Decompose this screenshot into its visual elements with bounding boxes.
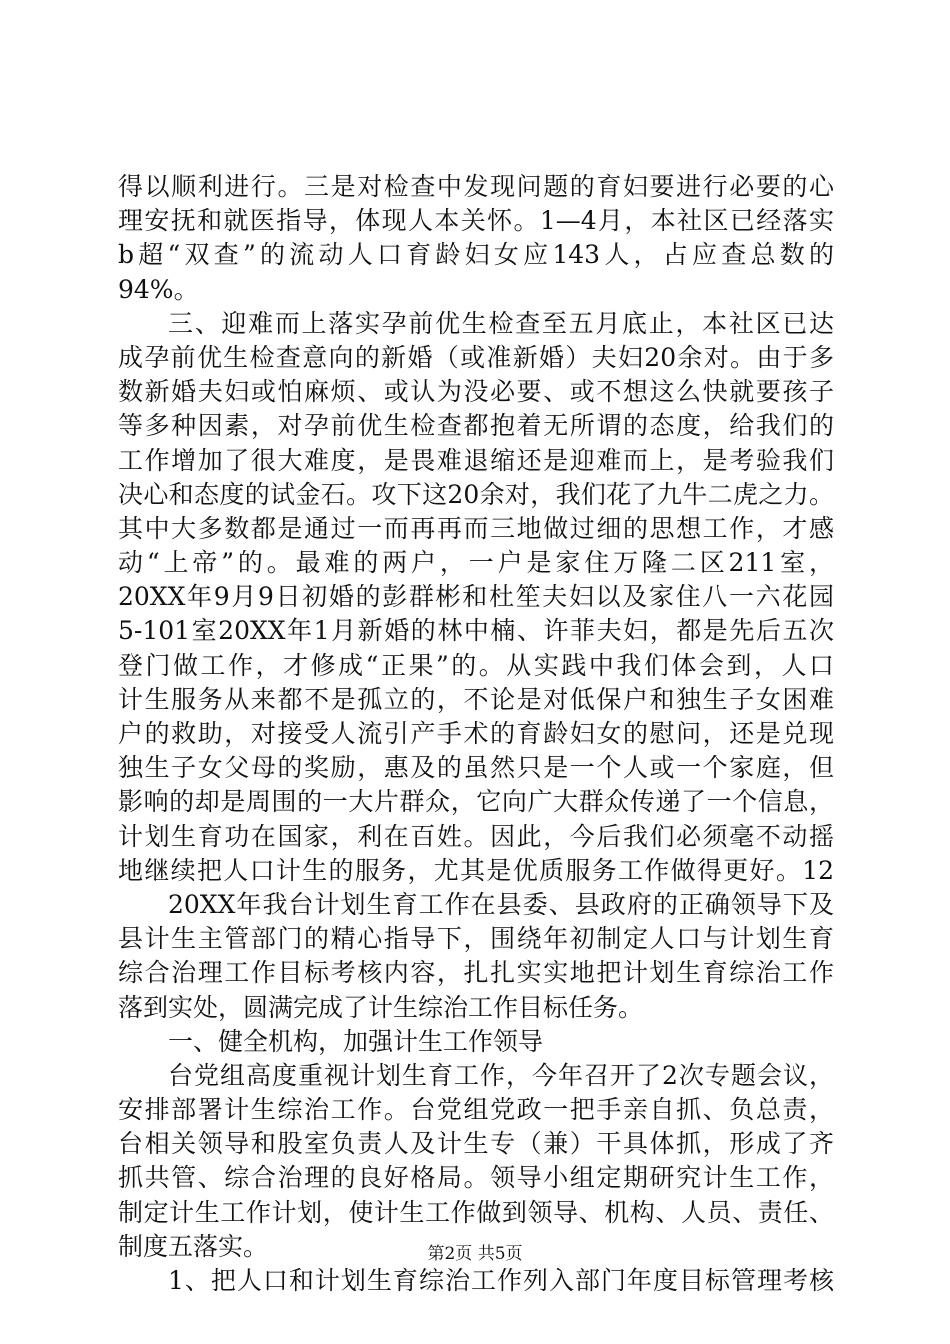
text-line: 县计生主管部门的精心指导下，围绕年初制定人口与计划生育 xyxy=(118,924,834,954)
text-line: 制度五落实。 xyxy=(118,1231,269,1261)
text-line: 制定计生工作计划，使计生工作做到领导、机构、人员、责任、 xyxy=(118,1197,834,1227)
page-footer: 第2页 共5页 xyxy=(427,1244,523,1264)
text-line: 台党组高度重视计划生育工作，今年召开了2次专题会议， xyxy=(168,1060,834,1090)
document-body xyxy=(118,170,834,1298)
text-line: 20XX年我台计划生育工作在县委、县政府的正确领导下及 xyxy=(168,889,834,919)
text-line: 抓共管、综合治理的良好格局。领导小组定期研究计生工作， xyxy=(118,1163,834,1193)
text-line: 20XX年9月9日初婚的彭群彬和杜笙夫妇以及家住八一六花园 xyxy=(118,582,834,612)
text-line: 其中大多数都是通过一而再再而三地做过细的思想工作，才感 xyxy=(118,513,834,543)
text-line: 决心和态度的试金石。攻下这20余对，我们花了九牛二虎之力。 xyxy=(118,479,834,509)
text-line: 地继续把人口计生的服务，尤其是优质服务工作做得更好。12 xyxy=(118,855,834,885)
text-line: 数新婚夫妇或怕麻烦、或认为没必要、或不想这么快就要孩子 xyxy=(118,377,834,407)
text-line: 等多种因素，对孕前优生检查都抱着无所谓的态度，给我们的 xyxy=(118,411,834,441)
text-line: 计生服务从来都不是孤立的，不论是对低保户和独生子女困难 xyxy=(118,684,834,714)
text-line: 1、把人口和计划生育综治工作列入部门年度目标管理考核 xyxy=(168,1266,834,1295)
text-line: 94%。 xyxy=(118,274,199,304)
text-line: 成孕前优生检查意向的新婚（或准新婚）夫妇20余对。由于多 xyxy=(118,342,834,372)
text-line: 综合治理工作目标考核内容，扎扎实实地把计划生育综治工作 xyxy=(118,958,834,988)
text-line: 理安抚和就医指导，体现人本关怀。1—4月，本社区已经落实 xyxy=(118,206,834,236)
text-line: 户的救助，对接受人流引产手术的育龄妇女的慰问，还是兑现 xyxy=(118,719,834,748)
text-line: 落到实处，圆满完成了计生综治工作目标任务。 xyxy=(118,992,644,1022)
text-line: 计划生育功在国家，利在百姓。因此，今后我们必须毫不动摇 xyxy=(118,821,834,851)
text-line: 安排部署计生综治工作。台党组党政一把手亲自抓、负总责， xyxy=(118,1095,834,1125)
text-line: 三、迎难而上落实孕前优生检查至五月底止，本社区已达 xyxy=(168,308,834,338)
text-line: 得以顺利进行。三是对检查中发现问题的育妇要进行必要的心 xyxy=(118,172,834,201)
text-line: 台相关领导和股室负责人及计生专（兼）干具体抓，形成了齐 xyxy=(118,1129,834,1159)
text-line: 5-101室20XX年1月新婚的林中楠、许菲夫妇，都是先后五次 xyxy=(118,616,834,646)
text-line: 独生子女父母的奖励，惠及的虽然只是一个人或一个家庭，但 xyxy=(118,753,834,783)
text-line: 工作增加了很大难度，是畏难退缩还是迎难而上，是考验我们 xyxy=(118,445,834,475)
text-line: 动“上帝”的。最难的两户，一户是家住万隆二区211室， xyxy=(118,548,834,578)
text-line: 影响的却是周围的一大片群众，它向广大群众传递了一个信息， xyxy=(118,787,834,817)
text-line: 一、健全机构，加强计生工作领导 xyxy=(168,1026,544,1056)
text-line: b超“双查”的流动人口育龄妇女应143人，占应查总数的 xyxy=(118,240,834,270)
text-line: 登门做工作，才修成“正果”的。从实践中我们体会到，人口 xyxy=(118,650,834,680)
